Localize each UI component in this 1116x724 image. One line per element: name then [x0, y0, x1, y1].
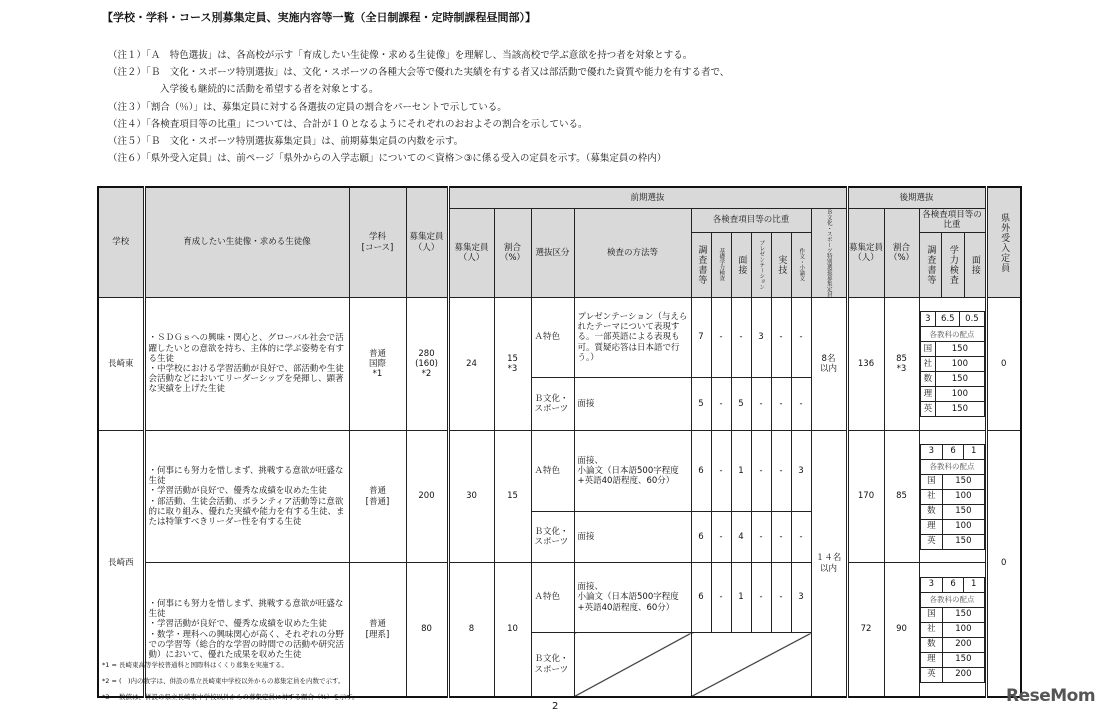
capacity-cell: 80 [406, 563, 448, 698]
weight-cell: - [731, 298, 751, 378]
header-late-col-text: 学力検査 [947, 244, 958, 285]
subject-points: 150 [943, 504, 984, 519]
subject-points: 150 [943, 607, 984, 622]
late-weights-cell [919, 298, 986, 431]
division-cell: Ａ特色 [531, 298, 574, 378]
late-ratio-cell: 85 [884, 431, 919, 563]
late-weight: 3 [920, 577, 943, 592]
subject: 数 [920, 504, 943, 519]
weight-cell: - [791, 298, 811, 378]
subject: 英 [920, 667, 943, 682]
subject: 数 [920, 372, 936, 387]
weight-cell: - [751, 431, 771, 512]
late-weight: 1 [963, 444, 984, 459]
weight-cell: 1 [731, 563, 751, 633]
subject-points: 150 [943, 534, 984, 549]
late-cap-cell: 170 [847, 431, 884, 563]
weight-cell: - [711, 378, 731, 431]
subject: 国 [920, 342, 936, 357]
subject-points: 100 [936, 357, 984, 372]
subject: 英 [920, 402, 936, 417]
subject-points: 100 [943, 519, 984, 534]
weight-cell: 6 [691, 512, 711, 563]
subject-points: 150 [936, 372, 984, 387]
subject-points: 150 [936, 402, 984, 417]
subject-points: 150 [943, 652, 984, 667]
subject: 国 [920, 607, 943, 622]
early-cap-cell: 24 [448, 298, 494, 431]
header-weights: 各検査項目等の比重 [691, 209, 811, 233]
dept-cell: 普通 [普通] [349, 431, 406, 563]
header-weight-col [691, 232, 711, 297]
capacity-cell: 200 [406, 431, 448, 563]
weight-cell: - [711, 512, 731, 563]
b-quota-cell: １４名 以内 [811, 431, 847, 698]
subject: 国 [920, 474, 943, 489]
profile-cell: ・何事にも努力を惜しまず、挑戦する意欲が旺盛な生徒 ・学習活動が良好で、優秀な成績を収めた生徒 ・部活動、生徒会活動、ボランティア活動等に意欲的に取り組み、優れた実績や能力を有する生徒、または特筆すべきリーダー性を有する生徒 [144, 431, 349, 563]
method-cell: 面接 [574, 512, 691, 563]
points-label: 各教科の配点 [920, 327, 984, 342]
header-weight-col [791, 232, 811, 297]
note: （注６）「県外受入定員」は、前ページ「県外からの入学志願」についての＜資格＞③に係る受入の定員を示す。（募集定員の枠内） [108, 153, 667, 165]
school-name: 長崎西 [98, 431, 144, 698]
outside-cell: 0 [986, 431, 1021, 698]
note: （注４）「各検査項目等の比重」については、合計が１０となるようにそれぞれのおおよその割合を示している。 [108, 118, 588, 130]
late-weights-grid [920, 311, 985, 417]
method-cell: 面接 [574, 378, 691, 431]
weight-cell: 1 [731, 431, 751, 512]
subject-points: 100 [936, 387, 984, 402]
header-outside-text: 県外受入定員 [999, 212, 1010, 273]
weight-cell: - [711, 563, 731, 633]
table-row [98, 298, 1021, 378]
profile-cell: ・ＳＤＧｓへの興味・関心と、グローバル社会で活躍したいとの意欲を持ち、主体的に学ぶ姿勢を有する生徒 ・中学校における学習活動が良好で、部活動や生徒会活動などにおいてリーダーシップを発揮し、顕著な実績を上げた生徒 [144, 298, 349, 431]
early-ratio-cell: 10 [494, 563, 531, 698]
admission-table [97, 186, 1022, 698]
header-late-col [941, 232, 964, 297]
table-row [98, 563, 1021, 633]
points-label: 各教科の配点 [920, 592, 984, 607]
points-label: 各教科の配点 [920, 459, 984, 474]
header-weight-col-text: 実技 [776, 254, 787, 275]
late-weights-cell [919, 431, 986, 563]
subject: 数 [920, 637, 943, 652]
header-early-cap: 募集定員（人） [448, 209, 494, 298]
weight-cell: - [771, 378, 791, 431]
header-weight-col [731, 232, 751, 297]
method-cell: プレゼンテーション（与えられたテーマについて表現する。一部英語による表現も可。質疑応答は日本語で行う。） [574, 298, 691, 378]
header-weight-col [751, 232, 771, 297]
header-division: 選抜区分 [531, 209, 574, 298]
division-cell: Ｂ文化・スポーツ [531, 633, 574, 698]
late-weight: 6 [943, 444, 964, 459]
weight-cell: - [711, 298, 731, 378]
late-weight: 0.5 [960, 312, 984, 327]
header-late-col [919, 232, 941, 297]
page-number: 2 [552, 701, 559, 712]
weight-cell-empty [691, 633, 811, 698]
subject-points: 100 [943, 489, 984, 504]
late-cap-cell: 72 [847, 563, 884, 698]
subject-points: 150 [936, 342, 984, 357]
header-late-col [964, 232, 986, 297]
outside-cell: 0 [986, 298, 1021, 431]
subject: 理 [920, 519, 943, 534]
weight-cell: 3 [791, 431, 811, 512]
late-weight: 1 [963, 577, 984, 592]
header-b-quota-text: Ｂ文化・スポーツ特別選抜募集定員 [825, 209, 832, 297]
late-ratio-cell: 90 [884, 563, 919, 698]
header-weight-col [771, 232, 791, 297]
header-weight-col-text: 調査書等 [696, 244, 707, 285]
weight-cell: - [711, 431, 731, 512]
header-weight-col-text: 基礎学力検査 [718, 248, 725, 282]
header-late: 後期選抜 [847, 187, 986, 209]
header-method: 検査の方法等 [574, 209, 691, 298]
note: （注５）「Ｂ 文化・スポーツ特別選抜募集定員」は、前期募集定員の内数を示す。 [108, 136, 464, 148]
profile-cell: ・何事にも努力を惜しまず、挑戦する意欲が旺盛な生徒 ・学習活動が良好で、優秀な成績を収めた生徒 ・数学・理科への興味関心が高く、それぞれの分野での学習等（総合的な学習の時間での活動や研究活動）において、優れた成果を収めた生徒 [144, 563, 349, 698]
header-weight-col-text: 作文・小論文 [798, 248, 805, 282]
subject: 社 [920, 357, 936, 372]
header-weight-col [711, 232, 731, 297]
weight-cell: 3 [751, 298, 771, 378]
late-weight: 3 [920, 312, 936, 327]
footnote: *3 = 数値は、併設の県立長崎東中学校以外からの募集定員に対する割合（%）を示す。 [102, 693, 359, 701]
table-row [98, 431, 1021, 512]
late-weight: 6.5 [936, 312, 960, 327]
weight-cell: - [751, 563, 771, 633]
header-early-ratio: 割合（%） [494, 209, 531, 298]
weight-cell: 7 [691, 298, 711, 378]
subject: 社 [920, 489, 943, 504]
b-quota-cell: 8名 以内 [811, 298, 847, 431]
late-weights-grid [920, 577, 985, 683]
capacity-cell: 280 (160) *2 [406, 298, 448, 431]
header-late-weights: 各検査項目等の比重 [919, 209, 986, 233]
early-ratio-cell: 15 [494, 431, 531, 563]
subject: 理 [920, 387, 936, 402]
note: 入学後も継続的に活動を希望する者を対象とする。 [160, 84, 379, 96]
header-school: 学校 [98, 187, 144, 298]
weight-cell: - [771, 298, 791, 378]
weight-cell: 3 [791, 563, 811, 633]
header-profile: 育成したい生徒像・求める生徒像 [144, 187, 349, 298]
note: （注３）「割合（％）」は、募集定員に対する各選抜の定員の割合をパーセントで示している。 [108, 101, 507, 113]
header-early: 前期選抜 [448, 187, 847, 209]
weight-cell: - [791, 378, 811, 431]
subject-points: 100 [943, 622, 984, 637]
table-row [98, 187, 1021, 209]
subject-points: 200 [943, 667, 984, 682]
weight-cell: 5 [691, 378, 711, 431]
weight-cell: 5 [731, 378, 751, 431]
method-cell-empty [574, 633, 691, 698]
division-cell: Ａ特色 [531, 563, 574, 633]
weight-cell: - [791, 512, 811, 563]
school-name: 長崎東 [98, 298, 144, 431]
early-cap-cell: 30 [448, 431, 494, 563]
early-ratio-cell: 15 *3 [494, 298, 531, 431]
subject-points: 200 [943, 637, 984, 652]
subject-points: 150 [943, 474, 984, 489]
division-cell: Ｂ文化・スポーツ [531, 378, 574, 431]
header-late-ratio: 割合（%） [884, 209, 919, 298]
note: （注１）「Ａ 特色選抜」は、各高校が示す「育成したい生徒像・求める生徒像」を理解し、当該高校で学ぶ意欲を持つ者を対象とする。 [108, 50, 693, 61]
header-late-col-text: 調査書等 [925, 244, 936, 285]
division-cell: Ａ特色 [531, 431, 574, 512]
header-outside [986, 187, 1021, 298]
dept-cell: 普通 [理系] [349, 563, 406, 698]
subject: 英 [920, 534, 943, 549]
resemom-logo: ReseMom [1006, 686, 1096, 706]
header-weight-col-text: 面接 [736, 254, 747, 275]
method-cell: 面接、 小論文（日本語500字程度+英語40語程度、60分） [574, 431, 691, 512]
footnote: *2 = ( )内の数字は、併設の県立長崎東中学校以外からの募集定員を内数で示す。 [102, 677, 345, 685]
late-weights-grid [920, 444, 985, 550]
note: （注２）「Ｂ 文化・スポーツ特別選抜」は、文化・スポーツの各種大会等で優れた実績を有する者又は部活動で優れた資質や能力を有する者で、 [108, 67, 730, 79]
weight-cell: 6 [691, 563, 711, 633]
header-late-col-text: 面接 [969, 254, 980, 275]
weight-cell: 4 [731, 512, 751, 563]
notes [108, 47, 729, 167]
late-cap-cell: 136 [847, 298, 884, 431]
weight-cell: - [771, 431, 791, 512]
subject: 理 [920, 652, 943, 667]
weight-cell: - [751, 378, 771, 431]
document-title: 【学校・学科・コース別募集定員、実施内容等一覧（全日制課程・定時制課程昼間部）】 [102, 11, 536, 24]
header-dept: 学科 [コース] [349, 187, 406, 298]
header-capacity: 募集定員（人） [406, 187, 448, 298]
header-weight-col-text: プレゼンテーション [758, 240, 765, 290]
method-cell: 面接、 小論文（日本語500字程度+英語40語程度、60分） [574, 563, 691, 633]
weight-cell: - [771, 512, 791, 563]
dept-cell: 普通 国際 *1 [349, 298, 406, 431]
late-weight: 6 [943, 577, 964, 592]
subject: 社 [920, 622, 943, 637]
weight-cell: - [751, 512, 771, 563]
early-cap-cell: 8 [448, 563, 494, 698]
late-weight: 3 [920, 444, 943, 459]
division-cell: Ｂ文化・スポーツ [531, 512, 574, 563]
weight-cell: 6 [691, 431, 711, 512]
footnote: *1 = 長崎東高等学校普通科と国際科はくくり募集を実施する。 [102, 661, 288, 669]
header-b-quota [811, 209, 847, 298]
weight-cell: - [771, 563, 791, 633]
late-ratio-cell: 85 *3 [884, 298, 919, 431]
header-late-cap: 募集定員（人） [847, 209, 884, 298]
late-weights-cell [919, 563, 986, 698]
